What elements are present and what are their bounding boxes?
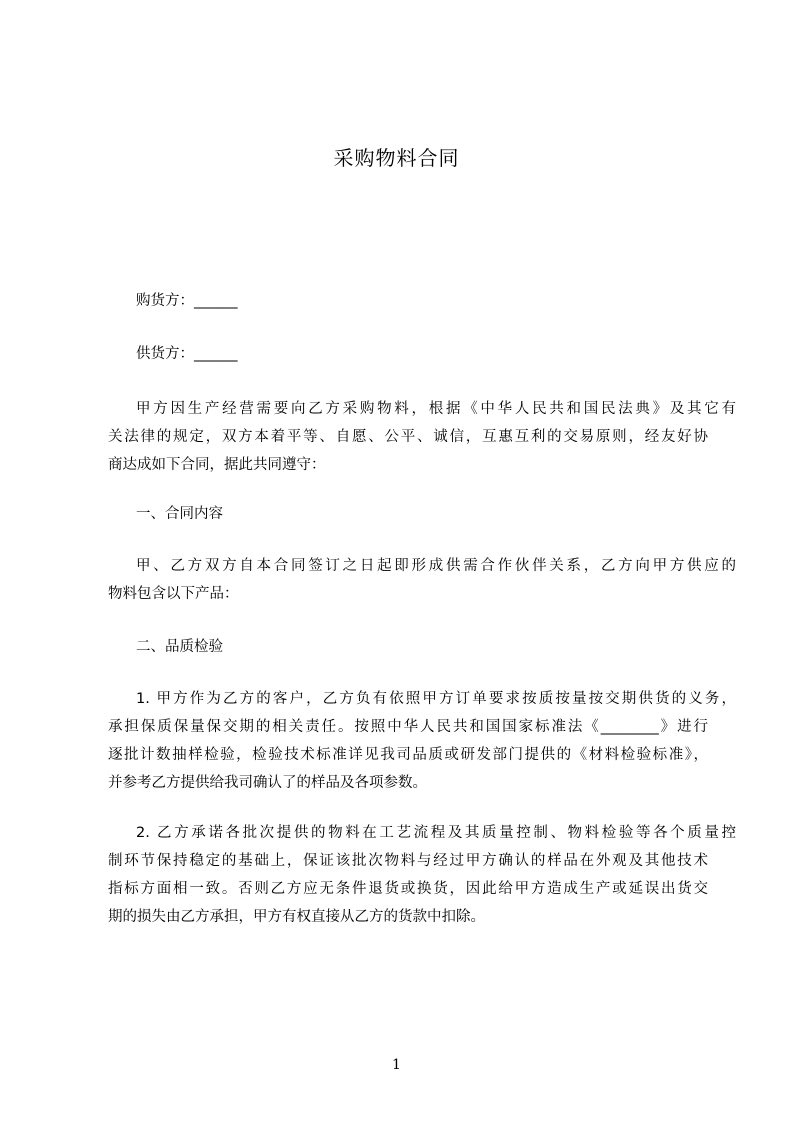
preamble-line: 商达成如下合同，据此共同遵守： — [108, 457, 326, 473]
preamble-line: 甲方因生产经营需要向乙方采购物料，根据《中华人民共和国民法典》及其它有 — [136, 401, 736, 417]
section-1-heading: 一、合同内容 — [136, 506, 223, 522]
clause-2-line: 指标方面相一致。否则乙方应无条件退货或换货，因此给甲方造成生产或延误出货交 — [108, 881, 708, 897]
page-number: 1 — [392, 1057, 401, 1073]
buyer-line: 购货方：______ — [136, 293, 238, 309]
clause-1-line: 承担保质保量保交期的相关责任。按照中华人民共和国国家标准法《________》进行 — [108, 719, 708, 735]
supplier-line: 供货方：______ — [136, 346, 238, 362]
section-1-line: 甲、乙方双方自本合同签订之日起即形成供需合作伙伴关系，乙方向甲方供应的 — [136, 558, 736, 574]
section-1-line: 物料包含以下产品： — [108, 586, 239, 602]
clause-2-line: 2. 乙方承诺各批次提供的物料在工艺流程及其质量控制、物料检验等各个质量控 — [136, 825, 736, 841]
document-title: 采购物料合同 — [333, 146, 460, 170]
clause-2-line: 制环节保持稳定的基础上，保证该批次物料与经过甲方确认的样品在外观及其他技术 — [108, 853, 708, 869]
clause-2-line: 期的损失由乙方承担，甲方有权直接从乙方的货款中扣除。 — [108, 909, 485, 925]
preamble-line: 关法律的规定，双方本着平等、自愿、公平、诚信，互惠互利的交易原则，经友好协 — [108, 429, 708, 445]
section-2-heading: 二、品质检验 — [136, 639, 223, 655]
clause-1-line: 逐批计数抽样检验，检验技术标准详见我司品质或研发部门提供的《材料检验标准》， — [108, 747, 708, 763]
clause-1-line: 1. 甲方作为乙方的客户，乙方负有依照甲方订单要求按质按量按交期供货的义务， — [136, 691, 736, 707]
clause-1-line: 并参考乙方提供给我司确认了的样品及各项参数。 — [108, 775, 427, 791]
